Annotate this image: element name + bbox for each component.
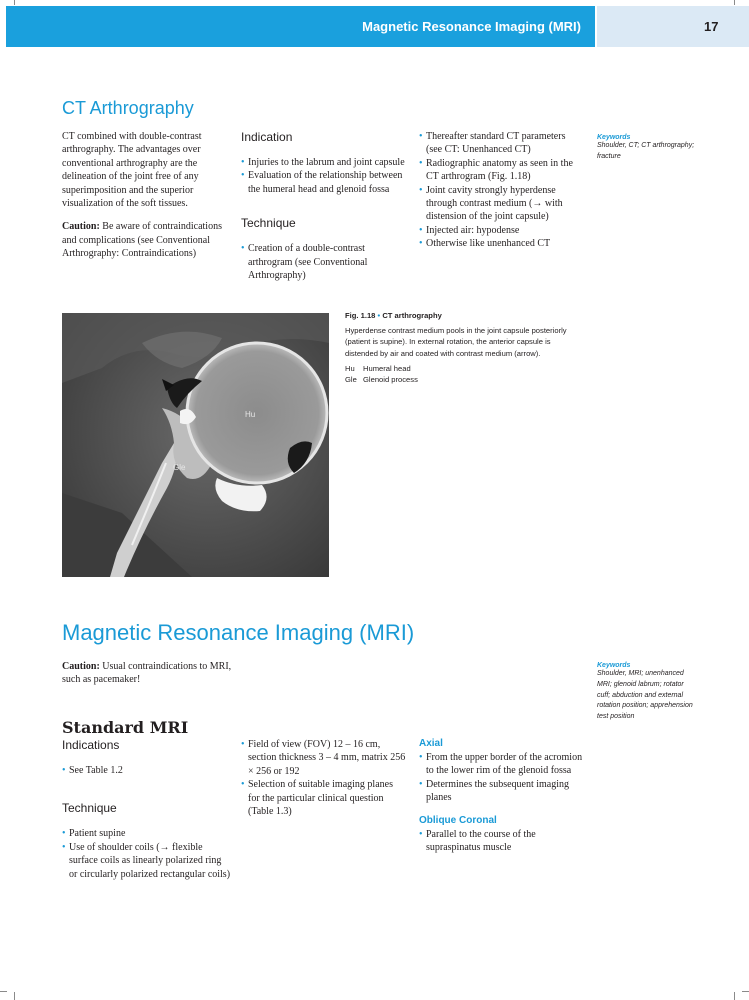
mri-technique-heading: Technique: [62, 801, 117, 816]
ct-caution: [62, 220, 226, 260]
mri-keywords: [597, 662, 697, 723]
figure-caption-title: Fig. 1.18 • CT arthrography: [345, 311, 442, 320]
ct-keywords: [597, 134, 697, 163]
legend-text: Humeral head: [363, 363, 411, 373]
list-item: • Determines the subsequent imaging planes: [419, 778, 589, 805]
mri-technique-list: [62, 827, 232, 881]
crop-mark: [14, 992, 15, 1000]
mri-caution-label: Caution:: [62, 661, 100, 672]
section-title-ct-arthrography: CT Arthrography: [62, 98, 194, 118]
ct-technique-list: [241, 242, 411, 282]
list-item: [62, 764, 232, 777]
mri-parameters-list: [241, 738, 406, 818]
ct-intro-column: [62, 130, 226, 261]
list-item: • Creation of a double-contrast arthrogram (see Conventional Arthrography): [241, 242, 411, 282]
axial-list: [419, 751, 589, 805]
mri-indications-list: [62, 764, 232, 777]
ct-caution-text: Be aware of contraindications and complications (see Conventional Arthrography: Contraindications): [62, 221, 222, 260]
figure-caption-text: Hyperdense contrast medium pools in the joint capsule posteriorly (patient is supine). In external rotation, the anterior capsule is distended by air and coated with contrast medium (arrow).: [345, 326, 567, 358]
oblique-coronal-heading: Oblique Coronal: [419, 814, 497, 826]
list-item: • From the upper border of the acromion to the lower rim of the glenoid fossa: [419, 751, 589, 778]
crop-mark: [734, 992, 735, 1000]
crop-mark: [0, 991, 7, 992]
list-item-text: See Table 1.2: [69, 765, 123, 776]
legend-text: Glenoid process: [363, 375, 418, 385]
ct-keywords-label: Keywords: [597, 134, 631, 141]
figure-legend-row: [345, 374, 585, 385]
mri-column-1: [62, 738, 232, 881]
list-item: • Joint cavity strongly hyperdense through contrast medium (→ with distension of the joint capsule): [419, 184, 581, 224]
ct-arthrogram-image: [62, 313, 329, 577]
list-item: • Evaluation of the relationship between the humeral head and glenoid fossa: [241, 169, 411, 196]
ct-indication-list: [241, 156, 411, 196]
ct-parameters-list: [419, 130, 581, 251]
legend-abbr: Gle: [345, 375, 357, 385]
list-item: • Otherwise like unenhanced CT: [419, 237, 581, 250]
mri-column-3: [419, 738, 589, 854]
page-number-box: [597, 6, 749, 47]
list-item: • Field of view (FOV) 12 – 16 cm, section thickness 3 – 4 mm, matrix 256 × 256 or 192: [241, 738, 406, 778]
ct-indication-heading: Indication: [241, 130, 293, 144]
list-item: • Parallel to the course of the supraspinatus muscle: [419, 828, 589, 855]
image-label-gle: Gle: [173, 463, 186, 472]
list-item: • Use of shoulder coils (→ flexible surface coils as linearly polarized ring or circularly polarized rectangular coils): [62, 841, 232, 881]
section-title-mri: Magnetic Resonance Imaging (MRI): [62, 620, 415, 645]
ct-column-3: [419, 130, 581, 251]
crop-mark: [734, 0, 735, 5]
mri-caution: [62, 660, 232, 687]
ct-caution-label: Caution:: [62, 221, 100, 233]
running-header: [6, 6, 595, 47]
ct-intro-text: CT combined with double-contrast arthrography. The advantages over conventional arthrography are the delineation of the joint free of any superimposition and the superior visualization of the soft tissues.: [62, 131, 202, 210]
ct-keywords-text: Shoulder, CT; CT arthrography; fracture: [597, 142, 695, 160]
image-label-hu: Hu: [245, 410, 256, 419]
list-item: • Patient supine: [62, 827, 232, 840]
figure-title: CT arthrography: [382, 311, 442, 320]
list-item: • Thereafter standard CT parameters (see CT: Unenhanced CT): [419, 130, 581, 157]
mri-column-2: [241, 738, 406, 818]
page-number: 17: [704, 19, 719, 34]
legend-abbr: Hu: [345, 363, 355, 373]
list-item: • Radiographic anatomy as seen in the CT arthrogram (Fig. 1.18): [419, 157, 581, 184]
crop-mark: [742, 991, 749, 992]
mri-caution-text: Usual contraindications to MRI, such as pacemaker!: [62, 661, 232, 686]
figure-legend-row: [345, 363, 585, 374]
oblique-coronal-list: [419, 828, 589, 855]
figure-number: Fig. 1.18: [345, 311, 376, 320]
mri-indications-heading: Indications: [62, 738, 120, 752]
figure-caption: [345, 310, 585, 385]
mri-keywords-label: Keywords: [597, 662, 631, 669]
ct-scan-graphic: [62, 313, 329, 577]
running-header-title: Magnetic Resonance Imaging (MRI): [362, 19, 581, 34]
ct-technique-heading: Technique: [241, 216, 296, 231]
list-item: • Selection of suitable imaging planes for the particular clinical question (Table 1.3): [241, 778, 406, 818]
list-item: • Injected air: hypodense: [419, 224, 581, 237]
mri-keywords-text: Shoulder, MRI; unenhanced MRI; glenoid labrum; rotator cuff; abduction and external rotation position; apprehension test position: [597, 670, 693, 721]
subsection-title-standard-mri: Standard MRI: [62, 718, 189, 738]
axial-heading: Axial: [419, 738, 443, 749]
crop-mark: [14, 0, 15, 5]
ct-column-2: [241, 130, 411, 282]
list-item: • Injuries to the labrum and joint capsule: [241, 156, 411, 169]
